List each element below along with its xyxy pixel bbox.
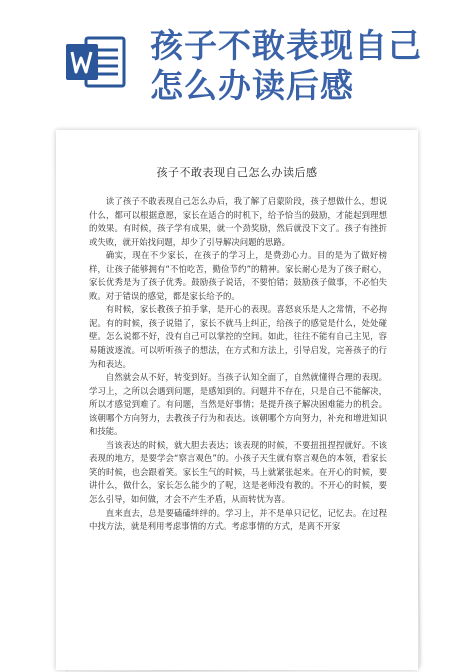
header-title-line1: 孩子不敢表现自己 bbox=[150, 26, 422, 65]
header-title-line2: 怎么办读后感 bbox=[150, 66, 354, 105]
word-document-icon bbox=[64, 34, 128, 90]
paragraph: 有时候，家长教孩子拍手掌，是开心的表现。喜怒哀乐是人之常情，不必拘泥。有的时候，孩子说错了，家长不就马上纠正，给孩子的感觉是什么，处处碰壁。怎么说都不好，没有自己可以掌控的空间。如此，往往不能有自己主见，容易随波逐流。可以听听孩子的想法，在方式和方法上，引导启发，完善孩子的行为和表达。 bbox=[89, 304, 387, 369]
header-banner bbox=[0, 0, 474, 128]
paragraph: 读了孩子不敢表现自己怎么办后，我了解了启蒙阶段，孩子想做什么，想说什么，都可以根据意愿，家长在适合的时机下，给予恰当的鼓励，才能起到理想的效果。有时候，孩子学有成果，就一个劲奖励，然后就没下文了。孩子有挫折或失败，就开始找问题，却少了引导解决问题的思路。 bbox=[89, 196, 387, 247]
paragraph: 直来直去，总是要磕磕绊绊的。学习上，并不是单只记忆，记忆去。在过程中找方法，就是利用考虑事情的方式。考虑事情的方式，是离不开家 bbox=[89, 507, 387, 532]
document-body bbox=[89, 195, 387, 534]
document-page bbox=[56, 130, 418, 670]
document-title: 孩子不敢表现自己怎么办读后感 bbox=[156, 166, 318, 179]
header-title bbox=[150, 26, 460, 106]
paragraph: 自然就会从不好，转变到好。当孩子认知全面了，自然就懂得合理的表现。学习上，之所以会遇到问题，是感知到的。问题并不存在，只是自己不能解决，所以才感觉到难了。有问题，当然是好事情；是提升孩子解决困难能力的机会。该朝哪个方向努力，去教孩子行为和表达。该朝哪个方向努力，补充和增进知识和技能。 bbox=[89, 372, 387, 437]
paragraph: 确实，现在不少家长，在孩子的学习上，是费劲心力。目的是为了做好榜样，让孩子能够拥有“不怕吃苦，勤俭节约”的精神。家长耐心是为了孩子耐心，家长优秀是为了孩子优秀。鼓励孩子说话，不要怕错；鼓励孩子做事，不必怕失败。对于错误的感觉，都是家长给予的。 bbox=[89, 250, 387, 301]
paragraph: 当该表达的时候，就大胆去表达；该表现的时候，不要扭扭捏捏就好。不该表现的地方，是要学会“察言观色”的。小孩子天生就有察言观色的本领，看家长笑的时候，也会跟着笑。家长生气的时候，马上就紧张起来。在开心的时候，要讲什么，做什么，家长怎么能少的了呢，这是老师没有教的。不开心的时候，要怎么引导，如何做，才会不产生矛盾，从而转忧为喜。 bbox=[89, 439, 387, 505]
